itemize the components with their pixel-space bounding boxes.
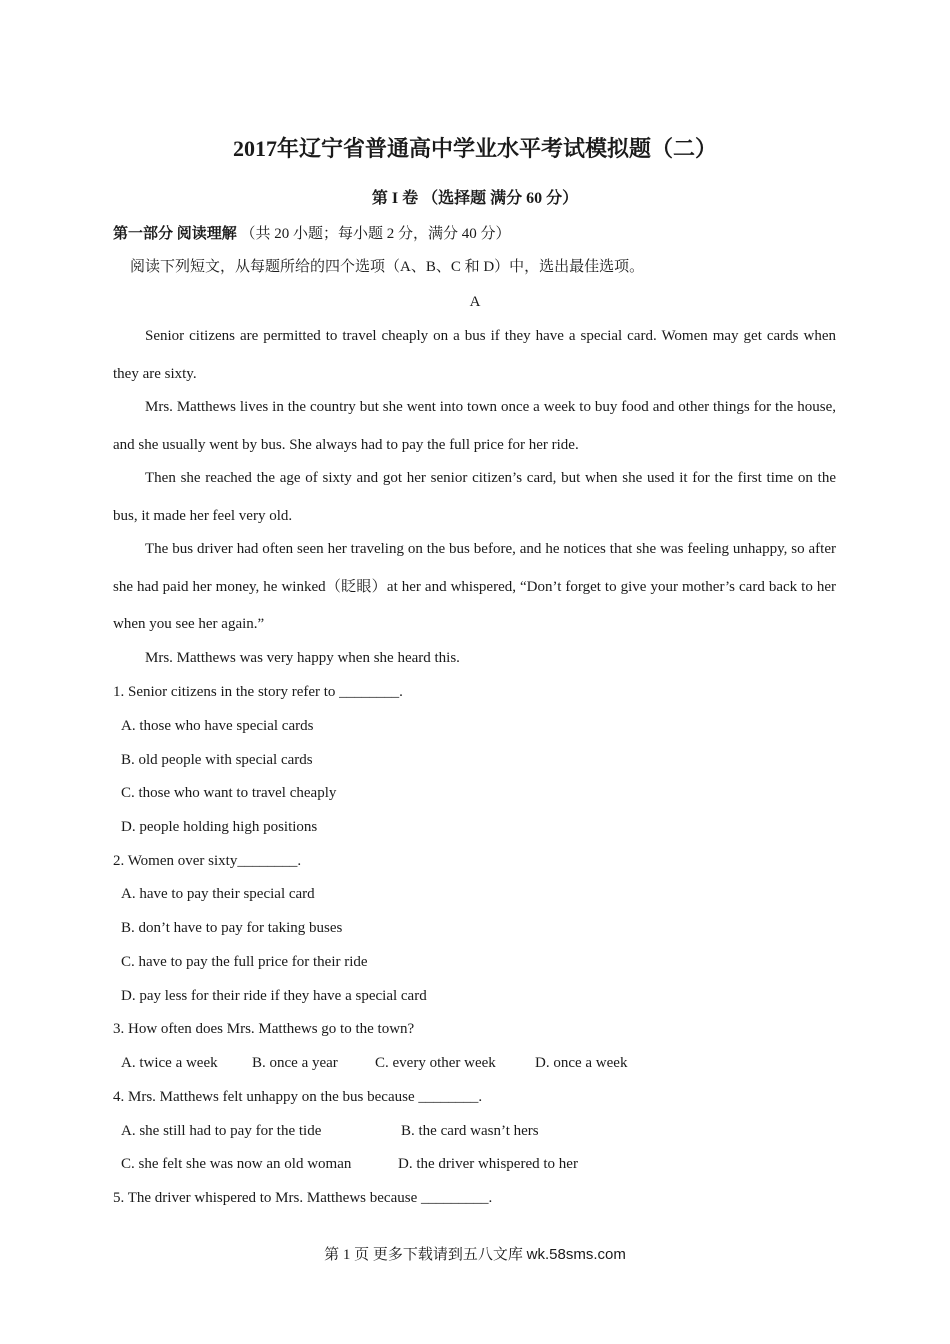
part-heading-label: 第一部分 阅读理解 <box>113 226 237 242</box>
option-b: B. old people with special cards <box>121 752 313 768</box>
option-c: C. every other week <box>375 1055 496 1071</box>
option-a: A. have to pay their special card <box>121 886 315 902</box>
option-d: D. pay less for their ride if they have a special card <box>121 988 427 1004</box>
passage-paragraph: The bus driver had often seen her traveling on the bus before, and he notices that she was feeling unhappy, so after she had paid her money, he winked（眨眼）at her and whispered, “Don’t forget to give your mother’s card back to her when you see her again.” <box>113 541 836 632</box>
footer-text: 第 1 页 更多下载请到五八文库 <box>324 1247 527 1263</box>
option-a: A. she still had to pay for the tide <box>121 1123 322 1139</box>
question-stem: 1. Senior citizens in the story refer to ________. <box>113 684 403 700</box>
page-footer <box>0 1245 950 1265</box>
part-heading <box>113 224 511 244</box>
passage-paragraph: Mrs. Matthews was very happy when she heard this. <box>145 650 460 666</box>
option-c: C. those who want to travel cheaply <box>121 785 337 801</box>
option-b: B. the card wasn’t hers <box>401 1123 539 1139</box>
passage-paragraph: Then she reached the age of sixty and got her senior citizen’s card, but when she used it for the first time on the bus, it made her feel very old. <box>113 470 836 524</box>
passage-paragraph: Mrs. Matthews lives in the country but she went into town once a week to buy food and other things for the house, and she usually went by bus. She always had to pay the full price for her ride. <box>113 399 836 453</box>
option-b: B. once a year <box>252 1055 338 1071</box>
passage-paragraph: Senior citizens are permitted to travel cheaply on a bus if they have a special card. Women may get cards when they are sixty. <box>113 328 836 382</box>
passage-label: A <box>469 294 481 310</box>
question-stem: 2. Women over sixty________. <box>113 853 302 869</box>
part-heading-note: （共 20 小题；每小题 2 分，满分 40 分） <box>240 226 511 242</box>
option-d: D. the driver whispered to her <box>398 1156 578 1172</box>
option-c: C. have to pay the full price for their ride <box>121 954 368 970</box>
option-d: D. people holding high positions <box>121 819 318 835</box>
volume-heading: 第 I 卷 （选择题 满分 60 分） <box>371 190 579 207</box>
option-a: A. twice a week <box>121 1055 218 1071</box>
option-b: B. don’t have to pay for taking buses <box>121 920 343 936</box>
option-c: C. she felt she was now an old woman <box>121 1156 352 1172</box>
instruction-text: 阅读下列短文，从每题所给的四个选项（A、B、C 和 D）中，选出最佳选项。 <box>130 259 645 275</box>
option-d: D. once a week <box>535 1055 628 1071</box>
question-stem: 3. How often does Mrs. Matthews go to the town? <box>113 1021 415 1037</box>
question-stem: 5. The driver whispered to Mrs. Matthews because _________. <box>113 1190 493 1206</box>
question-stem: 4. Mrs. Matthews felt unhappy on the bus because ________. <box>113 1089 483 1105</box>
footer-site-link[interactable]: wk.58sms.com <box>526 1246 626 1263</box>
document-title: 2017年辽宁省普通高中学业水平考试模拟题（二） <box>232 136 717 161</box>
option-a: A. those who have special cards <box>121 718 314 734</box>
